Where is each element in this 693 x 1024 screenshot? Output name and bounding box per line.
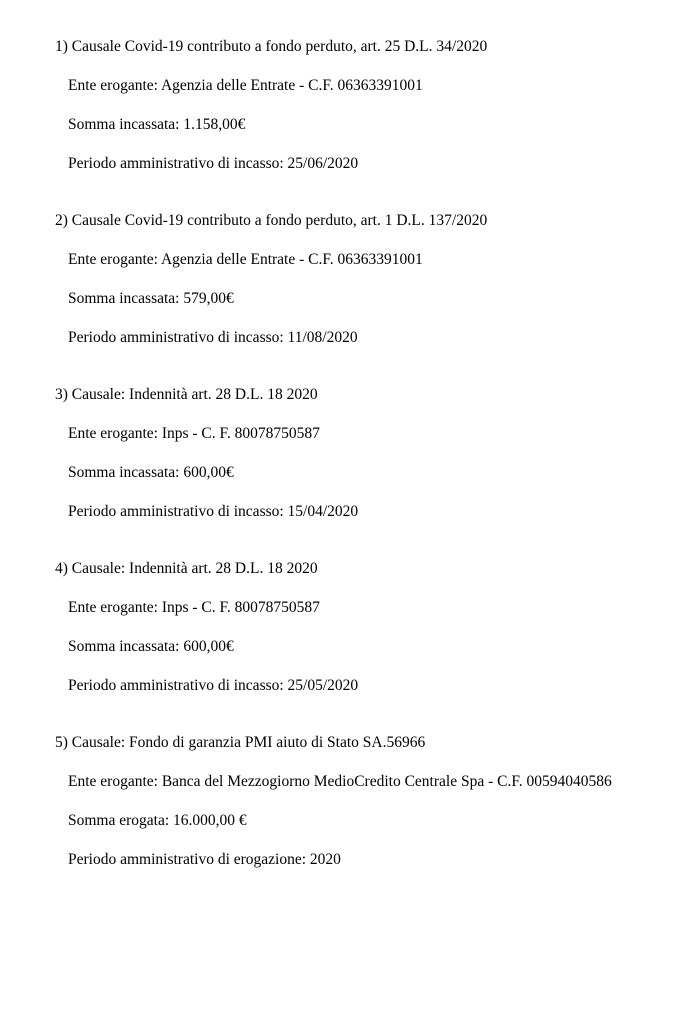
causale-line: 2) Causale Covid-19 contributo a fondo perduto, art. 1 D.L. 137/2020 xyxy=(55,212,488,229)
ente-erogante-line: Ente erogante: Banca del Mezzogiorno MedioCredito Centrale Spa - C.F. 00594040586 xyxy=(68,773,612,790)
periodo-line: Periodo amministrativo di incasso: 15/04/2020 xyxy=(68,503,359,520)
causale-line: 5) Causale: Fondo di garanzia PMI aiuto di Stato SA.56966 xyxy=(55,734,426,751)
somma-line: Somma incassata: 600,00€ xyxy=(68,464,234,481)
ente-erogante-line: Ente erogante: Agenzia delle Entrate - C.F. 06363391001 xyxy=(68,77,423,94)
ente-erogante-line: Ente erogante: Agenzia delle Entrate - C.F. 06363391001 xyxy=(68,251,423,268)
ente-erogante-line: Ente erogante: Inps - C. F. 80078750587 xyxy=(68,599,320,616)
somma-line: Somma incassata: 1.158,00€ xyxy=(68,116,246,133)
causale-line: 3) Causale: Indennità art. 28 D.L. 18 2020 xyxy=(55,386,318,403)
contribution-entry xyxy=(55,38,653,172)
contribution-entry xyxy=(55,386,653,520)
somma-line: Somma incassata: 579,00€ xyxy=(68,290,234,307)
causale-line: 4) Causale: Indennità art. 28 D.L. 18 2020 xyxy=(55,560,318,577)
contribution-entry xyxy=(55,212,653,346)
ente-erogante-line: Ente erogante: Inps - C. F. 80078750587 xyxy=(68,425,320,442)
periodo-line: Periodo amministrativo di incasso: 11/08/2020 xyxy=(68,329,358,346)
periodo-line: Periodo amministrativo di incasso: 25/06/2020 xyxy=(68,155,359,172)
contribution-entry xyxy=(55,560,653,694)
causale-line: 1) Causale Covid-19 contributo a fondo perduto, art. 25 D.L. 34/2020 xyxy=(55,38,488,55)
contribution-entry xyxy=(55,734,653,868)
somma-line: Somma incassata: 600,00€ xyxy=(68,638,234,655)
periodo-line: Periodo amministrativo di incasso: 25/05/2020 xyxy=(68,677,359,694)
periodo-line: Periodo amministrativo di erogazione: 2020 xyxy=(68,851,341,868)
somma-line: Somma erogata: 16.000,00 € xyxy=(68,812,247,829)
